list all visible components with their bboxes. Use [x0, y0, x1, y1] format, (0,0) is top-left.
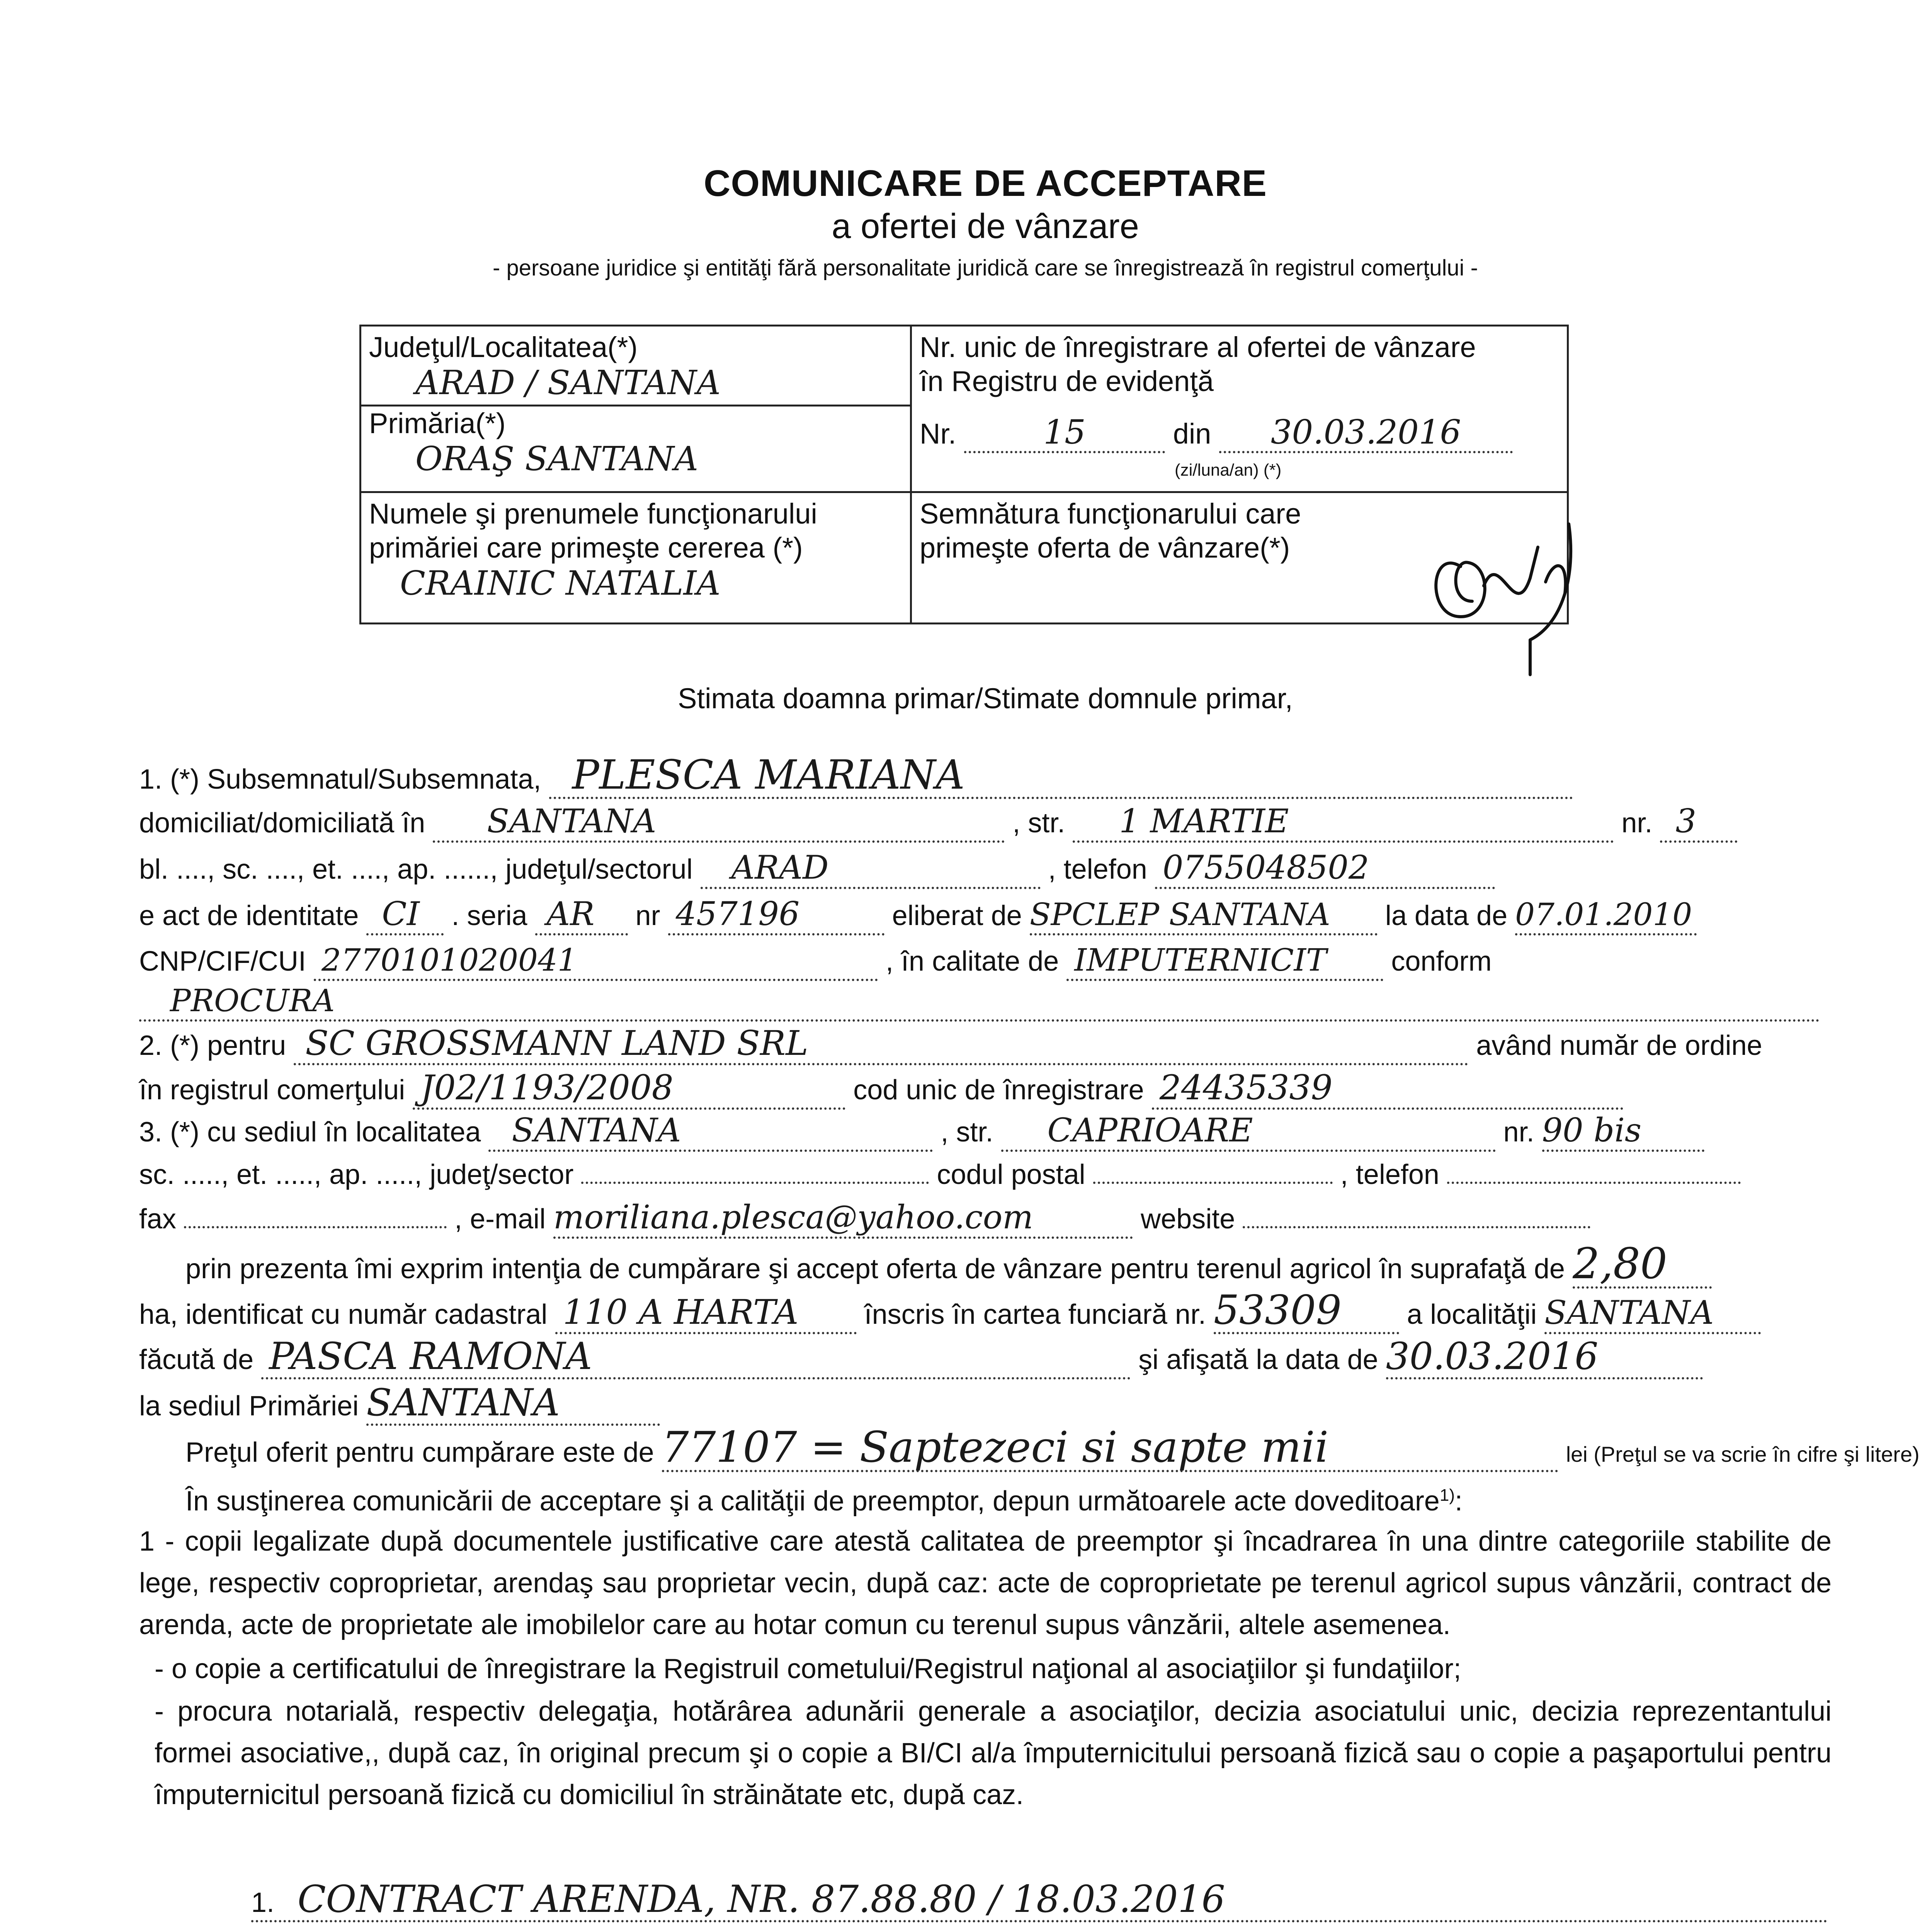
email-label: , e-mail — [454, 1204, 546, 1235]
nr3-value[interactable]: 90 bis — [1542, 1111, 1641, 1149]
din-label: din — [1173, 418, 1211, 450]
bl-line: bl. ...., sc. ...., et. ...., ap. ......, judeţul/sectorul — [139, 854, 693, 885]
str2-value[interactable]: CAPRIOARE — [1047, 1111, 1253, 1149]
registru-label: în registrul comerţului — [139, 1075, 405, 1105]
support-intro: În susţinerea comunicării de acceptare şi a calităţii de preemptor, depun următoarele acte doveditoare — [185, 1486, 1440, 1517]
nr-value[interactable]: 15 — [1043, 413, 1086, 452]
support-paragraph-3: - procura notarială, respectiv delegaţia, hotărârea adunării generale a asociaţilor, decizia asociatului unic, decizia reprezentantului formei asociative,, după caz, în original precum şi o copie a BI/CI al/a împuternicitului persoană fizică sau o copie a paşaportului pentru împuternicitul persoană fizică cu domiciliul în străinătate etc, după caz. — [155, 1696, 1832, 1810]
pret-label: Preţul oferit pentru cumpărare este de — [185, 1437, 654, 1468]
nr2-label: nr — [635, 900, 660, 931]
la-data-label: la data de — [1385, 900, 1508, 931]
semnatura-cell — [911, 492, 1568, 624]
cnp-value[interactable]: 2770101020041 — [321, 942, 577, 978]
list-item: 1. CONTRACT ARENDA, NR. 87.88.80 / 18.03.2016 — [251, 1882, 1828, 1922]
eliberat-value[interactable]: SPCLEP SANTANA — [1029, 896, 1330, 932]
functionar-signature — [1414, 501, 1607, 679]
intent-text-2: ha, identificat cu număr cadastral — [139, 1299, 548, 1330]
judet-field-value[interactable]: ARAD — [731, 849, 829, 886]
pentru-label: 2. (*) pentru — [139, 1030, 286, 1061]
calitate-value[interactable]: IMPUTERNICIT — [1074, 942, 1327, 978]
document-title: COMUNICARE DE ACCEPTARE — [704, 163, 1267, 204]
semnatura-label-1: Semnătura funcţionarului care — [920, 498, 1301, 530]
subsemnatul-value[interactable]: PLESCA MARIANA — [572, 751, 965, 798]
functionar-label-2: primăriei care primeşte cererea (*) — [369, 532, 803, 564]
avand-label: având număr de ordine — [1476, 1030, 1762, 1061]
support-footnote-mark: 1) — [1439, 1486, 1455, 1505]
calitate-label: , în calitate de — [886, 946, 1059, 977]
postal-label: codul postal — [937, 1159, 1085, 1190]
cf-value[interactable]: 53309 — [1214, 1286, 1342, 1333]
nr-unic-label-1: Nr. unic de înregistrare al ofertei de vânzare — [920, 331, 1476, 363]
nr-value[interactable]: 3 — [1675, 802, 1696, 840]
act-label: e act de identitate — [139, 900, 359, 931]
pret-hint: lei (Preţul se va scrie în cifre şi litere) — [1566, 1442, 1920, 1466]
email-value[interactable]: moriliana.plesca@yahoo.com — [553, 1198, 1033, 1236]
str-label: , str. — [1012, 808, 1065, 838]
document-page: COMUNICARE DE ACCEPTARE a ofertei de vânzare - persoane juridice şi entităţi fără personalitate juridică care se înregistrează în registrul comerţului - Judeţul/Localitatea(*) ARAD / SANTANA Primăria(*) ORAŞ SANTANA Nr. unic de înregistrare al ofertei de vânzare în Registru de evidenţă Nr. 15 din 30.03.2016 (zi/luna/an) (*) Numele şi prenumele funcţionarului primăriei care primeşte cererea (*) CRAINIC NATALIA Semnătura funcţionarului care primeşte oferta de vânzare(*) Stimata doamna primar/Stimate domnule primar, 1. (*) Subsemnatul/Subsemnata, PLESCA MARIANA domiciliat/domiciliată în SANTANA , str. 1 MARTIE nr. 3 bl. ...., sc. ...., et. ...., ap. ......, judeţul/sectorul ARAD , telefon 0755048502 e act de identitate CI . seria AR nr 457196 eliberat de SPCLEP SANTANA la data de 07.01.2010 CNP/CIF/CUI 2770101020041 , în calitate de IMPUTERNICIT conform PROCURA 2. (*) pentru SC GROSSMANN LAND SRL având număr de ordine în registrul comerţului J02/1193/2008 cod unic de înregistrare 24435339 3. (*) cu sediul în localitatea SANTANA , str. CAPRIOARE nr. 90 bis sc. ....., et. ....., ap. ....., judeţ/sector codul postal , telefon fax , e-mail moriliana.plesca@yahoo.com website prin prezenta îmi exprim intenţia de cumpărare şi accept oferta de vânzare pentru terenul agricol în suprafaţă de 2,80 ha, identificat cu număr cadastral 110 A HARTA înscris în cartea funciară nr. 53309 a localităţii SANTANA făcută de PASCA RAMONA şi afişată la data de 30.03.2016 la sediul Primăriei SANTANA Preţul oferit pentru cumpărare este de 77107 = Saptezeci si sapte mii lei (Preţul se va scrie în cifre şi litere) În susţinerea comunicării de acceptare şi a calităţii de preemptor, depun următoarele acte doveditoare$^{1)}$: 1 - copii legalizate după documentele justificative care atestă calitatea de preemptor şi încadrarea în una dintre categoriile stabilite de lege, respectiv coproprietar, arendaş sau proprietar vecin, după caz: acte de coproprietate pe terenul agricol supus vânzării, contract de arenda, acte de proprietate ale imobilelor care au hotar comun cu terenul supus vânzării, altele asemenea. - o copie a certificatului de înregistrare la Registruil cometului/Registrul naţional al asociaţiilor şi fundaţiilor; - procura notarială, respectiv delegaţia, hotărârea adunării generale a asociaţilor, decizia asociatului unic, decizia reprezentantului formei asociative,, după caz, în original precum şi o copie a BI/CI al/a împuternicitului persoană fizică sau o copie a paşaportului pentru împuternicitul persoană fizică cu domiciliul în străinătate etc, după caz. 1. CONTRACT ARENDA, NR. 87.88.80 / 18.03.2016 — [0, 0, 1932, 1932]
nr2-value[interactable]: 457196 — [675, 895, 800, 933]
pentru-value[interactable]: SC GROSSMANN LAND SRL — [305, 1023, 808, 1063]
semnatura-label-2: primeşte oferta de vânzare(*) — [920, 532, 1290, 564]
salutation: Stimata doamna primar/Stimate domnule primar, — [678, 682, 1293, 714]
website-label: website — [1141, 1204, 1235, 1235]
judet-primaria-cell — [361, 326, 911, 492]
str2-label: , str. — [940, 1117, 993, 1148]
sediu-label: 3. (*) cu sediul în localitatea — [139, 1117, 481, 1148]
nr-prefix: Nr. — [920, 418, 956, 450]
support-paragraph-2: - o copie a certificatului de înregistrare la Registruil cometului/Registrul naţional al asociaţiilor şi fundaţiilor; — [155, 1653, 1461, 1684]
fax-label: fax — [139, 1204, 177, 1235]
eliberat-label: eliberat de — [892, 900, 1022, 931]
intent-text-3: înscris în cartea funciară nr. — [864, 1299, 1206, 1330]
document-subtitle: a ofertei de vânzare — [832, 207, 1139, 246]
support-paragraph-1: 1 - copii legalizate după documentele justificative care atestă calitatea de preemptor şi încadrarea în una dintre categoriile stabilite de lege, respectiv coproprietar, arendaş sau proprietar vecin, după caz: acte de coproprietate pe terenul agricol supus vânzării, contract de arenda, acte de proprietate ale imobilelor care au hotar comun cu terenul supus vânzării, altele asemenea. — [139, 1526, 1832, 1640]
telefon-label: , telefon — [1048, 854, 1147, 885]
intent-text-7: la sediul Primăriei — [139, 1391, 359, 1422]
sediu-value[interactable]: SANTANA — [512, 1111, 681, 1149]
document-scope: - persoane juridice şi entităţi fără personalitate juridică care se înregistrează în registrul comerţului - — [493, 255, 1478, 281]
localitate-value[interactable]: SANTANA — [1544, 1294, 1714, 1332]
functionar-value[interactable]: CRAINIC NATALIA — [400, 564, 721, 603]
functionar-label-1: Numele şi prenumele funcţionarului — [369, 498, 817, 530]
date-hint: (zi/luna/an) (*) — [1175, 461, 1282, 480]
cod-value[interactable]: 24435339 — [1159, 1068, 1333, 1107]
sc-line: sc. ....., et. ....., ap. ....., judeţ/sector — [139, 1159, 574, 1190]
primaria-label: Primăria(*) — [369, 407, 506, 439]
nr3-label: nr. — [1503, 1117, 1534, 1148]
nr-label: nr. — [1621, 808, 1653, 838]
seria-value[interactable]: AR — [546, 895, 595, 933]
cadastral-value[interactable]: 110 A HARTA — [563, 1292, 799, 1332]
judet-value[interactable]: ARAD / SANTANA — [415, 364, 721, 402]
conform-label: conform — [1391, 946, 1492, 977]
intent-text-4: a localităţii — [1407, 1299, 1537, 1330]
nr-unic-cell — [911, 326, 1568, 492]
cnp-label: CNP/CIF/CUI — [139, 946, 306, 977]
registration-table — [359, 325, 1569, 624]
telefon-value[interactable]: 0755048502 — [1162, 849, 1369, 886]
domiciliu-value[interactable]: SANTANA — [487, 802, 656, 840]
intent-text-6: şi afişată la data de — [1138, 1344, 1378, 1375]
pret-value[interactable]: 77107 = Saptezeci si sapte mii — [662, 1422, 1329, 1472]
conform-value[interactable]: PROCURA — [170, 983, 335, 1019]
cod-label: cod unic de înregistrare — [853, 1075, 1144, 1105]
suprafata-value[interactable]: 2,80 — [1572, 1239, 1667, 1288]
nr-unic-label-2: în Registru de evidenţă — [920, 365, 1214, 397]
date-value[interactable]: 30.03.2016 — [1270, 413, 1461, 452]
primaria-value[interactable]: ORAŞ SANTANA — [415, 440, 699, 478]
intent-text-1: prin prezenta îmi exprim intenţia de cumpărare şi accept oferta de vânzare pentru terenul agricol în suprafaţă de — [185, 1253, 1565, 1284]
seria-label: . seria — [451, 900, 527, 931]
act-value[interactable]: CI — [382, 895, 420, 933]
primarie-value[interactable]: SANTANA — [366, 1381, 560, 1424]
registru-value[interactable]: J02/1193/2008 — [420, 1068, 673, 1107]
domiciliu-label: domiciliat/domiciliată în — [139, 808, 425, 838]
telefon2-label: , telefon — [1340, 1159, 1439, 1190]
judet-label: Judeţul/Localitatea(*) — [369, 331, 638, 363]
str-value[interactable]: 1 MARTIE — [1119, 802, 1289, 840]
subsemnatul-label: 1. (*) Subsemnatul/Subsemnata, — [139, 764, 541, 795]
facuta-de-value[interactable]: PASCA RAMONA — [269, 1335, 592, 1378]
functionar-cell — [361, 492, 911, 624]
la-data-value[interactable]: 07.01.2010 — [1515, 896, 1692, 932]
data-afisare-value[interactable]: 30.03.2016 — [1386, 1335, 1599, 1378]
intent-text-5: făcută de — [139, 1344, 254, 1375]
